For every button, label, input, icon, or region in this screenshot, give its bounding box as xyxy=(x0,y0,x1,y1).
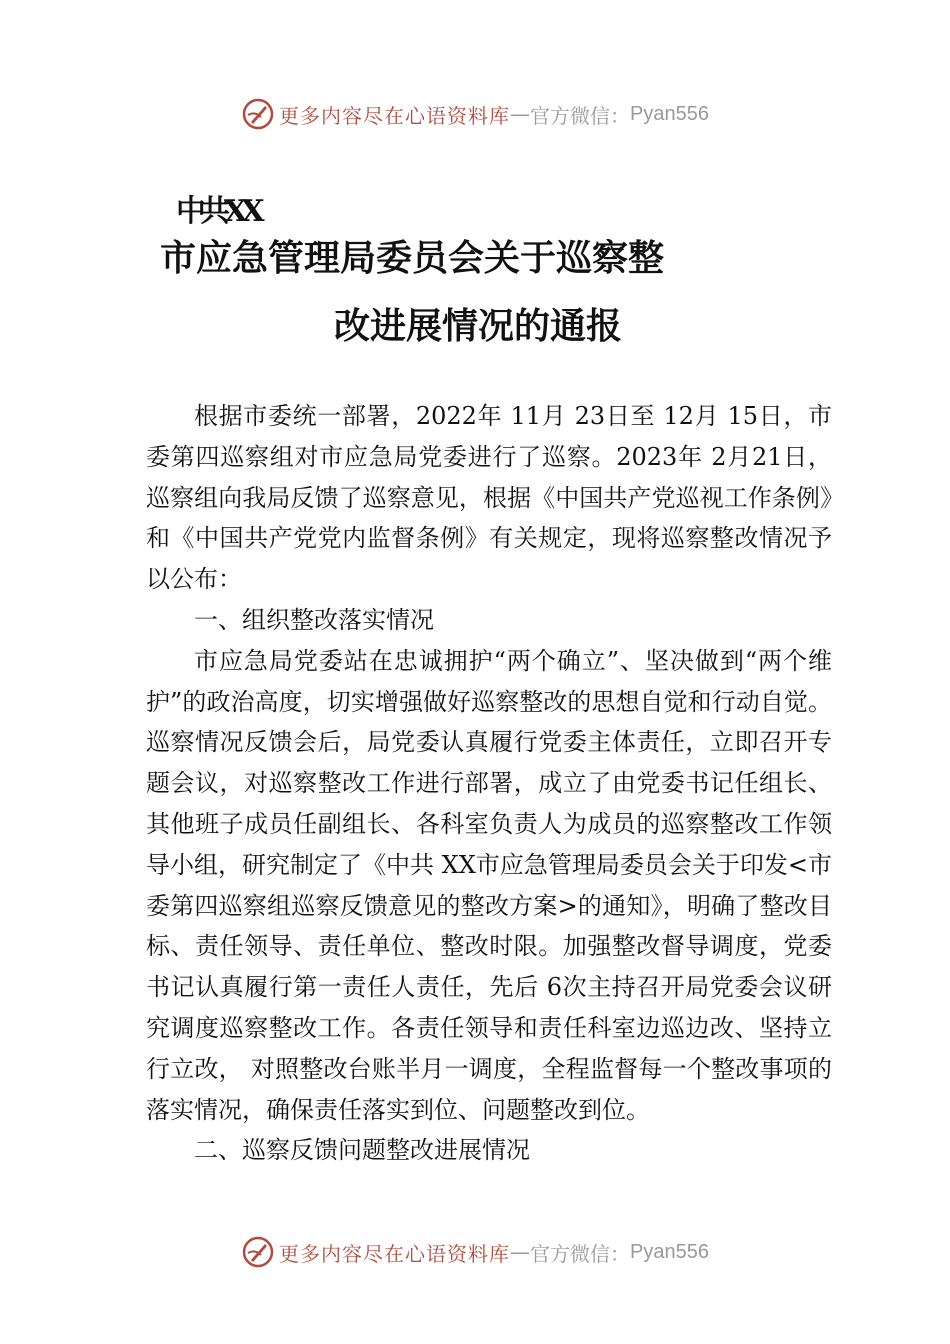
paragraph-intro: 根据市委统一部署，2022年 11月 23日至 12月 15日，市委第四巡察组对市应急局党委进行了巡察。2023年 2月21日，巡察组向我局反馈了巡察意见，根据《中国共产党巡视工作条例》和《中国共产党党内监督条例》有关规定，现将巡察整改情况予以公布： xyxy=(146,402,832,594)
document-title-line2: 改进展情况的通报 xyxy=(334,305,623,347)
watermark-wechat-id: Pyan556 xyxy=(630,102,709,125)
section-heading-2: 二、巡察反馈问题整改进展情况 xyxy=(194,1136,530,1165)
watermark-wechat-label: 官方微信： xyxy=(530,103,631,128)
watermark-brand: 更多内容尽在心语资料库 xyxy=(279,1241,511,1266)
watermark-separator: — xyxy=(510,1240,531,1264)
watermark-wechat-id: Pyan556 xyxy=(630,1240,709,1263)
quill-pen-logo-icon xyxy=(241,97,275,131)
watermark-wechat-label: 官方微信： xyxy=(530,1241,631,1266)
watermark-header xyxy=(0,94,950,134)
watermark-brand: 更多内容尽在心语资料库 xyxy=(279,103,511,128)
quill-pen-logo-icon xyxy=(241,1235,275,1269)
section-heading-1: 一、组织整改落实情况 xyxy=(194,605,434,634)
paragraph-organization: 市应急局党委站在忠诚拥护“两个确立”、坚决做到“两个维护”的政治高度，切实增强做好巡察整改的思想自觉和行动自觉。巡察情况反馈会后，局党委认真履行党委主体责任，立即召开专题会议，对巡察整改工作进行部署，成立了由党委书记任组长、其他班子成员任副组长、各科室负责人为成员的巡察整改工作领导小组，研究制定了《中共 XX市应急管理局委员会关于印发<市委第四巡察组巡察反馈意见的整改方案>的通知》，明确了整改目标、责任领导、责任单位、整改时限。加强整改督导调度，党委书记认真履行第一责任人责任，先后 6次主持召开局党委会议研究调度巡察整改工作。各责任领导和责任科室边巡边改、坚持立行立改， 对照整改台账半月一调度，全程监督每一个整改事项的落实情况，确保责任落实到位、问题整改到位。 xyxy=(146,646,832,1124)
document-body xyxy=(146,396,832,1171)
watermark-footer xyxy=(0,1232,950,1272)
document-title-line1: 市应急管理局委员会关于巡察整 xyxy=(160,237,665,279)
title-prefix: 中共XX xyxy=(176,194,259,229)
watermark-separator: — xyxy=(510,102,531,126)
